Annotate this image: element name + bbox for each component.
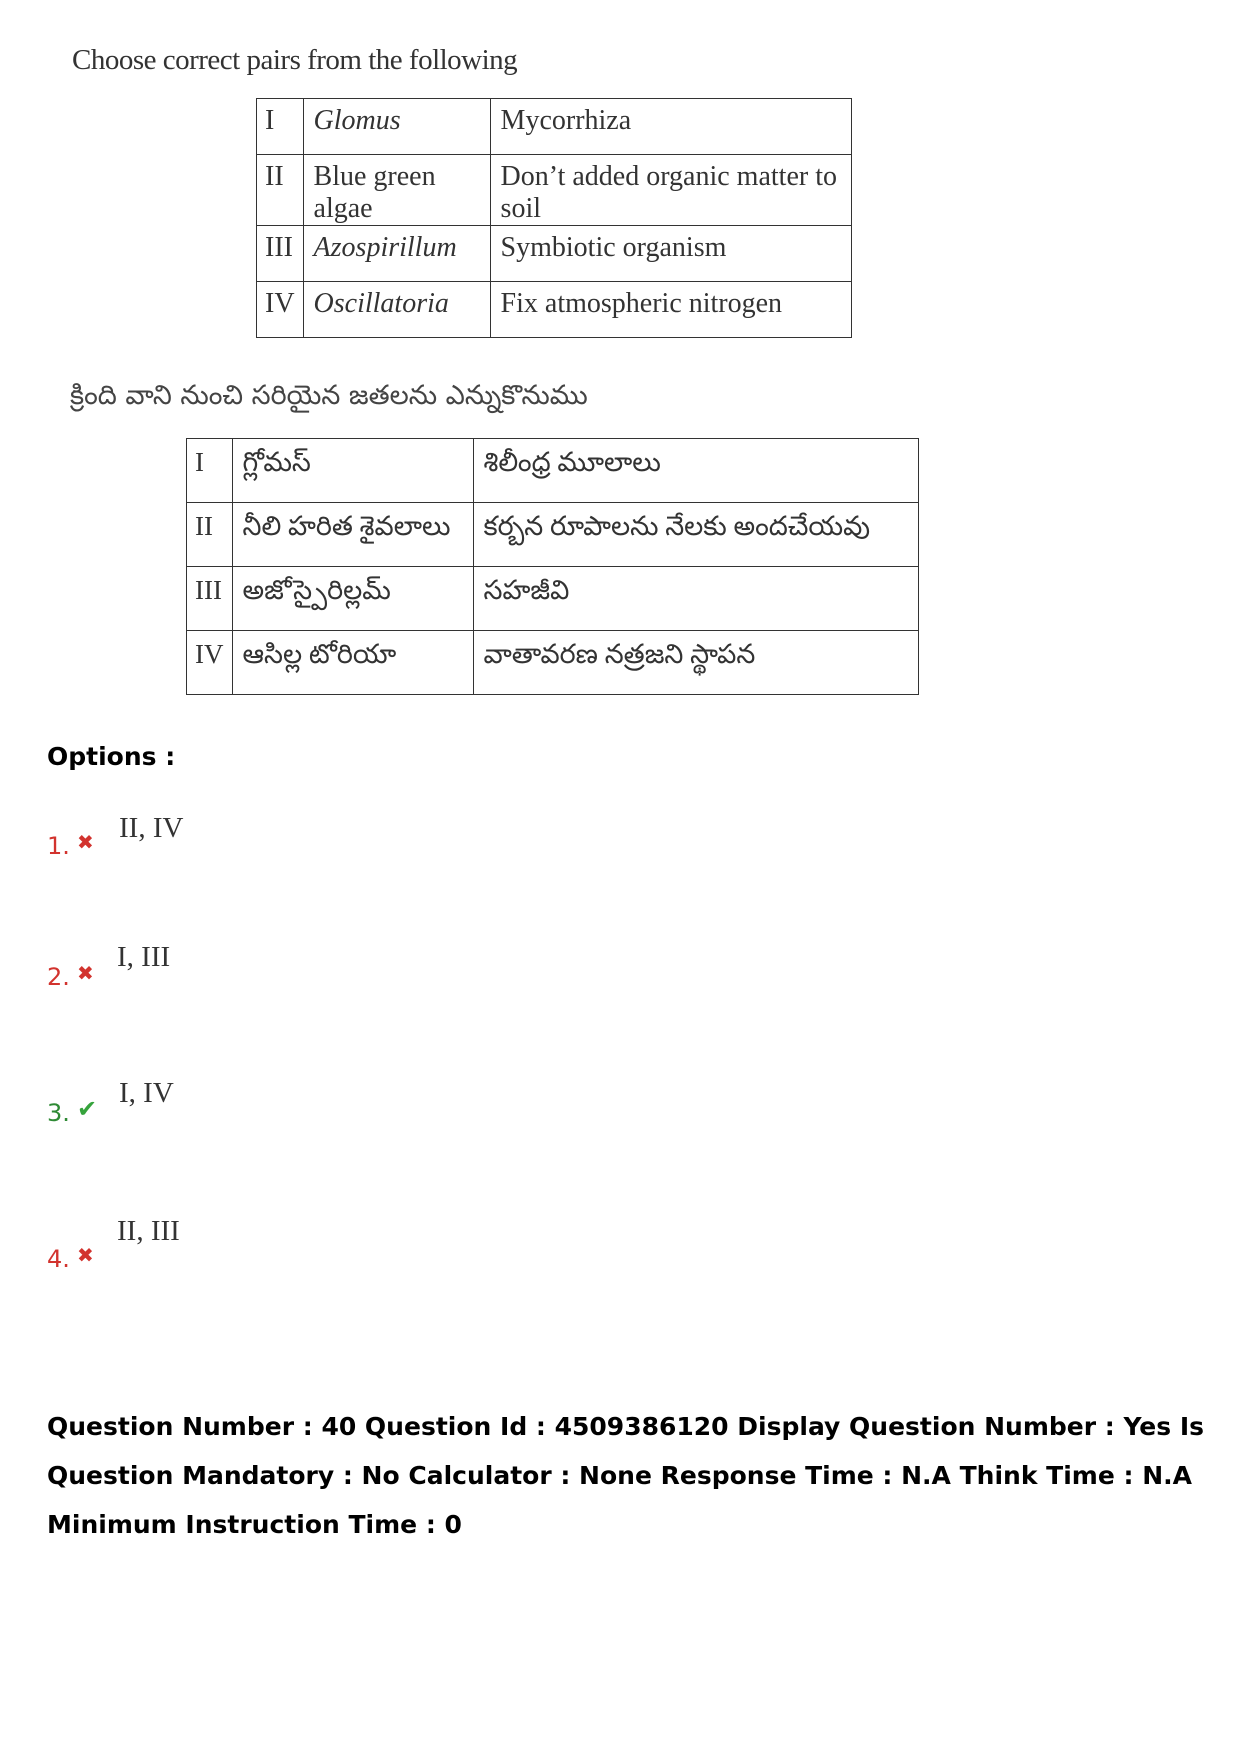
option-number: 2. [47, 963, 70, 991]
organism-cell: నీలి హరిత శైవలాలు [232, 503, 473, 567]
options-heading: Options : [47, 742, 176, 771]
cross-icon: ✖ [77, 961, 94, 985]
table-row [257, 155, 852, 226]
organism-cell: Blue green algae [303, 155, 490, 226]
check-icon: ✔ [77, 1095, 98, 1123]
table-row [187, 631, 919, 695]
organism-cell: Azospirillum [303, 226, 490, 282]
table-row [257, 282, 852, 338]
row-number: IV [187, 631, 233, 695]
option-number: 1. [47, 832, 70, 860]
description-cell: Symbiotic organism [490, 226, 851, 282]
table-row [187, 439, 919, 503]
table-row [257, 99, 852, 155]
row-number: III [187, 567, 233, 631]
organism-cell: ఆసిల్ల టోరియా [232, 631, 473, 695]
telugu-question-title: క్రింది వాని నుంచి సరియైన జతలను ఎన్నుకొనుము [70, 380, 588, 411]
row-number: I [187, 439, 233, 503]
option-text: II, IV [119, 812, 184, 844]
cross-icon: ✖ [77, 1243, 94, 1267]
description-cell: వాతావరణ నత్రజని స్థాపన [473, 631, 919, 695]
question-metadata: Question Number : 40 Question Id : 4509386120 Display Question Number : Yes Is Question Mandatory : No Calculator : None Response Time : N.A Think Time : N.A Minimum Instruction Time : 0 [47, 1412, 1205, 1539]
organism-cell: గ్లోమస్ [232, 439, 473, 503]
description-cell: Fix atmospheric nitrogen [490, 282, 851, 338]
row-number: I [257, 99, 304, 155]
description-cell: Mycorrhiza [490, 99, 851, 155]
description-cell: కర్బన రూపాలను నేలకు అందచేయవు [473, 503, 919, 567]
english-pairs-table [256, 98, 852, 338]
table-row [187, 503, 919, 567]
option-text: I, III [117, 941, 171, 973]
telugu-pairs-table [186, 438, 919, 695]
description-cell: Don’t added organic matter to soil [490, 155, 851, 226]
organism-cell: Oscillatoria [303, 282, 490, 338]
table-row [257, 226, 852, 282]
description-cell: సహజీవి [473, 567, 919, 631]
row-number: III [257, 226, 304, 282]
row-number: II [257, 155, 304, 226]
row-number: II [187, 503, 233, 567]
organism-cell: Glomus [303, 99, 490, 155]
cross-icon: ✖ [77, 830, 94, 854]
organism-cell: అజోస్పైరిల్లమ్ [232, 567, 473, 631]
table-row [187, 567, 919, 631]
description-cell: శిలీంధ్ర మూలాలు [473, 439, 919, 503]
option-number: 4. [47, 1245, 70, 1273]
row-number: IV [257, 282, 304, 338]
english-question-title: Choose correct pairs from the following [72, 44, 518, 76]
option-number: 3. [47, 1099, 70, 1127]
option-text: I, IV [119, 1077, 174, 1109]
option-text: II, III [117, 1215, 180, 1247]
